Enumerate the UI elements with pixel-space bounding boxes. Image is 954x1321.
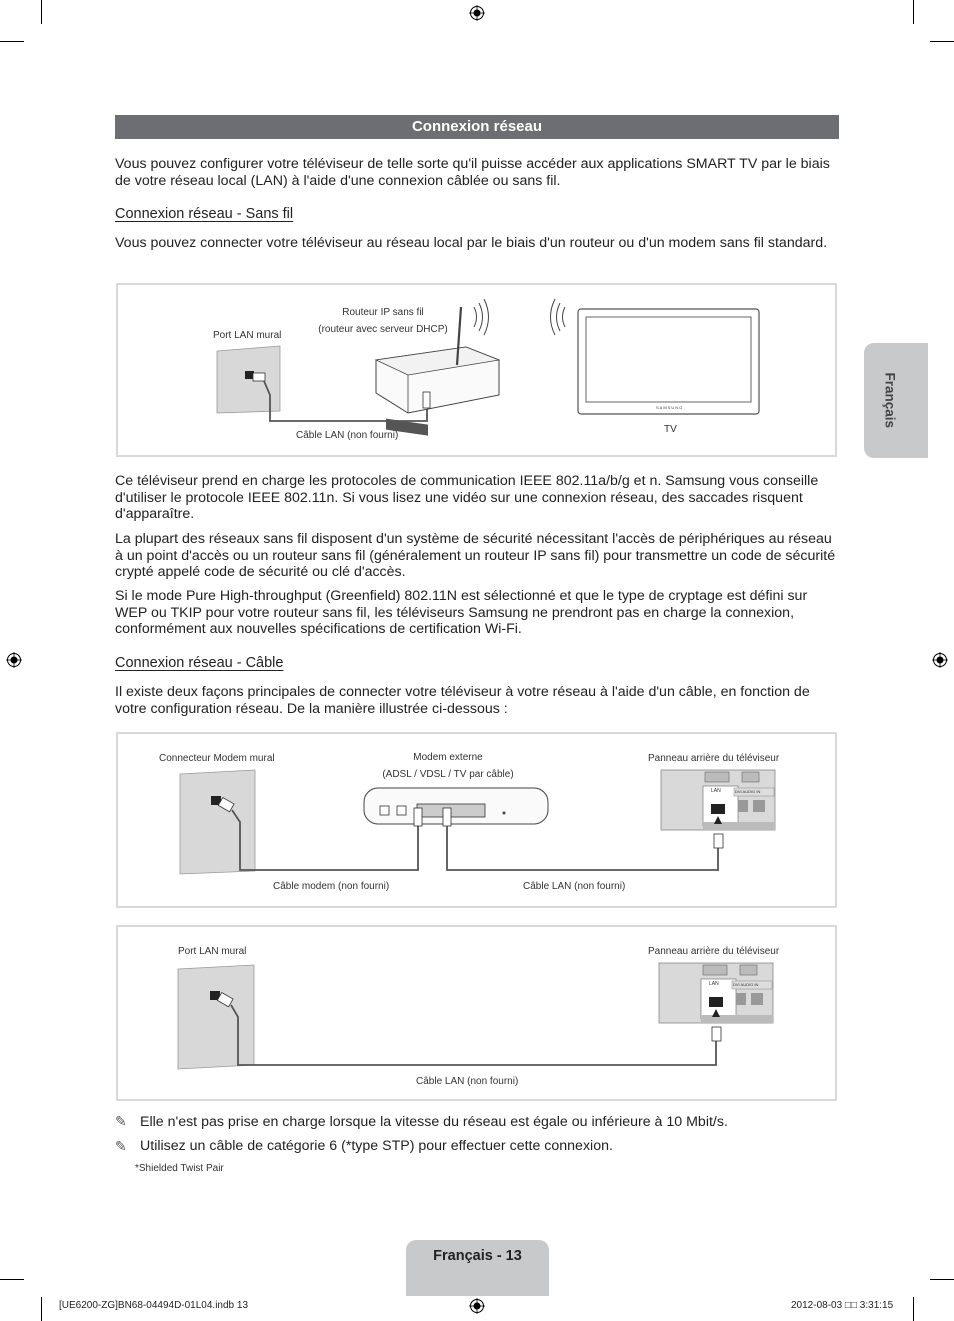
registration-mark-icon — [469, 1298, 485, 1314]
language-side-label: Français — [882, 372, 898, 429]
footnote: *Shielded Twist Pair — [135, 1163, 224, 1174]
wall-modem-label: Connecteur Modem mural — [159, 753, 275, 764]
port-lan-label: Port LAN mural — [178, 946, 247, 957]
crop-mark — [41, 0, 42, 24]
modem-cable-label: Câble modem (non fourni) — [273, 881, 390, 892]
tv-label: TV — [664, 424, 677, 435]
lan-port-label: LAN — [711, 788, 721, 794]
lan-cable-label: Câble LAN (non fourni) — [416, 1076, 519, 1087]
crop-mark — [0, 41, 24, 42]
footer-timestamp: 2012-08-03 □□ 3:31:15 — [791, 1300, 894, 1311]
cable-lan-label: Câble LAN (non fourni) — [296, 430, 399, 441]
crop-mark — [930, 1279, 954, 1280]
note-cable: Utilisez un câble de catégorie 6 (*type STP) pour effectuer cette connexion. — [140, 1138, 613, 1154]
intro-paragraph: Vous pouvez configurer votre téléviseur de telle sorte qu'il puisse accéder aux applications SMART TV par le biais de votre réseau local (LAN) à l'aide d'une connexion câblée ou sans fil. — [115, 156, 830, 189]
crop-mark — [913, 1297, 914, 1321]
greenfield-paragraph: Si le mode Pure High-throughput (Greenfield) 802.11N est sélectionné et que le type de cryptage est défini sur WEP ou TKIP pour votre routeur sans fil, les téléviseurs Samsung ne prendront pas en charge la connexion, conformément aux nouvelles spécifications de certification Wi-Fi. — [115, 588, 808, 638]
router-label-1: Routeur IP sans fil — [342, 307, 424, 318]
page-number-tab: Français - 13 — [406, 1240, 549, 1296]
panel-label: Panneau arrière du téléviseur — [648, 946, 780, 957]
lan-cable-label: Câble LAN (non fourni) — [523, 881, 626, 892]
crop-mark — [0, 1279, 24, 1280]
registration-mark-icon — [469, 5, 485, 21]
note-speed: Elle n'est pas prise en charge lorsque la vitesse du réseau est égale ou inférieure à 10 Mbit/s. — [140, 1114, 728, 1130]
modem-label-2: (ADSL / VDSL / TV par câble) — [382, 769, 514, 780]
registration-mark-icon — [6, 652, 22, 668]
wired-wall-diagram — [116, 925, 837, 1101]
wired-heading: Connexion réseau - Câble — [115, 655, 284, 671]
section-title: Connexion réseau — [115, 115, 839, 139]
registration-mark-icon — [932, 652, 948, 668]
language-side-tab — [864, 343, 928, 458]
note-pencil-icon: ✎ — [115, 1113, 127, 1129]
wired-modem-diagram — [116, 732, 837, 908]
footer-file-info: [UE6200-ZG]BN68-04494D-01L04.indb 13 — [59, 1300, 249, 1311]
wireless-diagram — [116, 283, 837, 457]
router-label-2: (routeur avec serveur DHCP) — [318, 324, 448, 335]
modem-label-1: Modem externe — [413, 752, 483, 763]
lan-port-label: LAN — [709, 981, 719, 987]
wireless-diagram-art — [118, 285, 835, 455]
crop-mark — [41, 1297, 42, 1321]
wired-paragraph: Il existe deux façons principales de connecter votre téléviseur à votre réseau à l'aide d'un câble, en fonction de votre configuration réseau. De la manière illustrée ci-dessous : — [115, 684, 810, 717]
panel-label: Panneau arrière du téléviseur — [648, 753, 780, 764]
crop-mark — [930, 41, 954, 42]
port-lan-label: Port LAN mural — [213, 330, 282, 341]
note-pencil-icon: ✎ — [115, 1138, 127, 1154]
tv-brand-logo: SAMSUNG — [656, 405, 684, 410]
wireless-heading: Connexion réseau - Sans fil — [115, 206, 294, 222]
security-paragraph: La plupart des réseaux sans fil disposent d'un système de sécurité nécessitant l'accès de périphériques au réseau à un point d'accès ou un routeur sans fil (généralement un routeur IP sans fil) pour transmettre un code de sécurité crypté appelé code de sécurité ou clé d'accès. — [115, 531, 836, 581]
crop-mark — [913, 0, 914, 24]
dvi-audio-label: DVI AUDIO IN — [735, 789, 761, 794]
wireless-paragraph: Vous pouvez connecter votre téléviseur au réseau local par le biais d'un routeur ou d'un modem sans fil standard. — [115, 235, 828, 251]
dvi-audio-label: DVI AUDIO IN — [733, 982, 759, 987]
protocol-paragraph: Ce téléviseur prend en charge les protocoles de communication IEEE 802.11a/b/g et n. Samsung vous conseille d'utiliser le protocole IEEE 802.11n. Si vous lisez une vidéo sur une connexion réseau, des saccades risquent d'apparaître. — [115, 473, 819, 523]
